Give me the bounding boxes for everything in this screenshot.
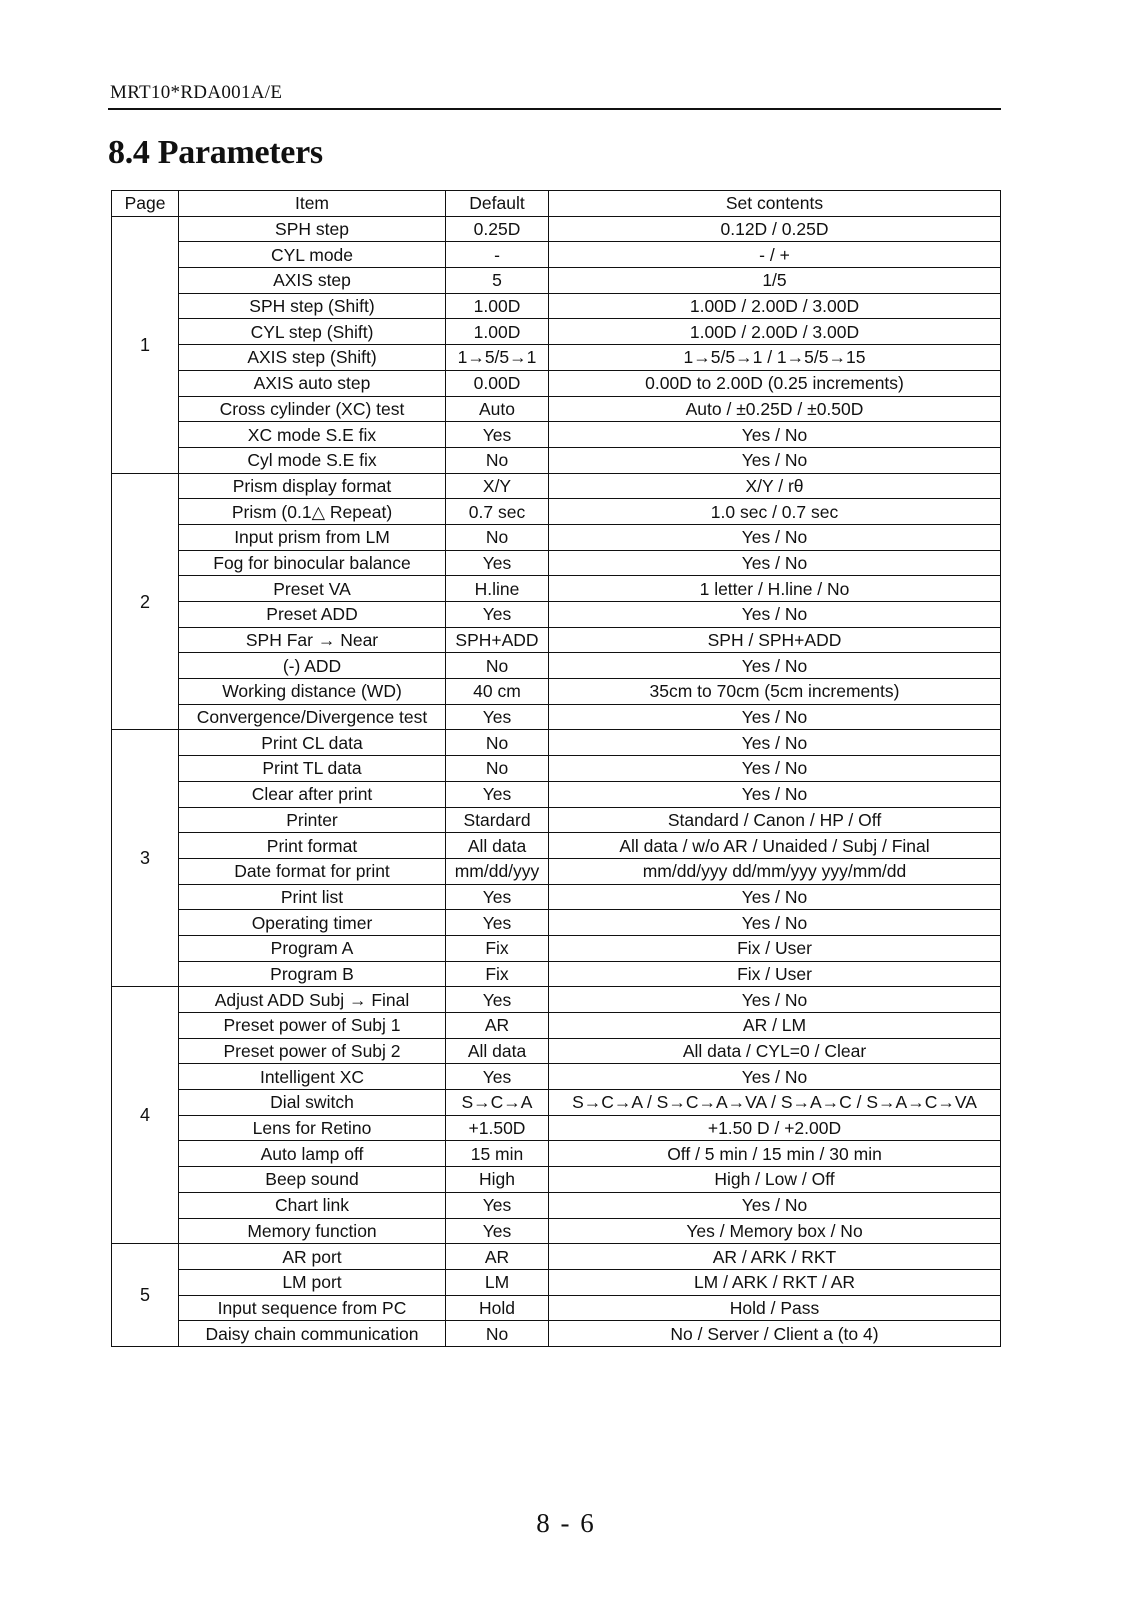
default-cell: Stardard (446, 807, 549, 833)
page-group-cell: 3 (112, 730, 179, 987)
table-row (112, 1218, 1001, 1244)
item-cell: Dial switch (179, 1090, 446, 1116)
default-cell: Yes (446, 1064, 549, 1090)
table-row (112, 524, 1001, 550)
table-row (112, 602, 1001, 628)
document-code: MRT10*RDA001A/E (110, 82, 283, 103)
default-cell: Yes (446, 884, 549, 910)
table-header-row (112, 191, 1001, 217)
item-cell: Cross cylinder (XC) test (179, 396, 446, 422)
default-cell: Yes (446, 1192, 549, 1218)
set-contents-cell: Yes / No (549, 704, 1001, 730)
default-cell: 1→5/5→1 (446, 345, 549, 371)
set-contents-cell: 1 letter / H.line / No (549, 576, 1001, 602)
default-cell: X/Y (446, 473, 549, 499)
set-contents-cell: Yes / No (549, 884, 1001, 910)
set-contents-cell: High / Low / Off (549, 1167, 1001, 1193)
set-contents-cell: 1.00D / 2.00D / 3.00D (549, 293, 1001, 319)
default-cell: AR (446, 1013, 549, 1039)
default-cell: Yes (446, 704, 549, 730)
table-row (112, 961, 1001, 987)
default-cell: No (446, 730, 549, 756)
table-row (112, 242, 1001, 268)
set-contents-cell: 35cm to 70cm (5cm increments) (549, 679, 1001, 705)
table-row (112, 268, 1001, 294)
default-cell: Hold (446, 1295, 549, 1321)
table-row (112, 1013, 1001, 1039)
table-row (112, 704, 1001, 730)
item-cell: Print format (179, 833, 446, 859)
table-row (112, 935, 1001, 961)
table-row (112, 345, 1001, 371)
item-cell: Auto lamp off (179, 1141, 446, 1167)
default-cell: No (446, 524, 549, 550)
table-row (112, 1141, 1001, 1167)
table-row (112, 987, 1001, 1013)
item-cell: AXIS auto step (179, 370, 446, 396)
set-contents-cell: Yes / Memory box / No (549, 1218, 1001, 1244)
table-row (112, 833, 1001, 859)
table-row (112, 884, 1001, 910)
table-row (112, 756, 1001, 782)
default-cell: 15 min (446, 1141, 549, 1167)
default-cell: 0.25D (446, 216, 549, 242)
table-row (112, 807, 1001, 833)
default-cell: Yes (446, 602, 549, 628)
set-contents-cell: Standard / Canon / HP / Off (549, 807, 1001, 833)
table-row (112, 627, 1001, 653)
item-cell: Chart link (179, 1192, 446, 1218)
set-contents-cell: mm/dd/yyy dd/mm/yyy yyy/mm/dd (549, 858, 1001, 884)
table-row (112, 730, 1001, 756)
default-cell: High (446, 1167, 549, 1193)
default-cell: No (446, 653, 549, 679)
set-contents-cell: 1→5/5→1 / 1→5/5→15 (549, 345, 1001, 371)
item-cell: Input prism from LM (179, 524, 446, 550)
item-cell: LM port (179, 1269, 446, 1295)
header-rule (108, 108, 1001, 110)
default-cell: All data (446, 1038, 549, 1064)
parameters-table-body (112, 216, 1001, 1346)
table-row (112, 1115, 1001, 1141)
item-cell: Working distance (WD) (179, 679, 446, 705)
table-row (112, 858, 1001, 884)
item-cell: (-) ADD (179, 653, 446, 679)
set-contents-cell: 1.00D / 2.00D / 3.00D (549, 319, 1001, 345)
item-cell: Lens for Retino (179, 1115, 446, 1141)
default-cell: No (446, 756, 549, 782)
table-row (112, 910, 1001, 936)
default-cell: Yes (446, 910, 549, 936)
section-title: 8.4 Parameters (108, 134, 323, 171)
table-row (112, 1269, 1001, 1295)
table-row (112, 473, 1001, 499)
table-row (112, 1244, 1001, 1270)
item-cell: SPH step (179, 216, 446, 242)
item-cell: Operating timer (179, 910, 446, 936)
default-cell: 1.00D (446, 319, 549, 345)
set-contents-cell: AR / ARK / RKT (549, 1244, 1001, 1270)
set-contents-cell: All data / CYL=0 / Clear (549, 1038, 1001, 1064)
set-contents-cell: No / Server / Client a (to 4) (549, 1321, 1001, 1347)
default-cell: Fix (446, 961, 549, 987)
table-row (112, 1038, 1001, 1064)
default-cell: Yes (446, 422, 549, 448)
default-cell: Yes (446, 781, 549, 807)
set-contents-cell: - / + (549, 242, 1001, 268)
set-contents-cell: +1.50 D / +2.00D (549, 1115, 1001, 1141)
default-cell: SPH+ADD (446, 627, 549, 653)
page-group-cell: 4 (112, 987, 179, 1244)
item-cell: Printer (179, 807, 446, 833)
table-row (112, 370, 1001, 396)
item-cell: SPH Far → Near (179, 627, 446, 653)
item-cell: CYL mode (179, 242, 446, 268)
set-contents-cell: Yes / No (549, 602, 1001, 628)
item-cell: Convergence/Divergence test (179, 704, 446, 730)
column-header-page: Page (112, 191, 179, 217)
set-contents-cell: Hold / Pass (549, 1295, 1001, 1321)
item-cell: Adjust ADD Subj → Final (179, 987, 446, 1013)
item-cell: AXIS step (Shift) (179, 345, 446, 371)
parameters-table (111, 190, 1001, 1347)
default-cell: 0.7 sec (446, 499, 549, 525)
set-contents-cell: Yes / No (549, 781, 1001, 807)
set-contents-cell: Yes / No (549, 524, 1001, 550)
item-cell: Preset power of Subj 1 (179, 1013, 446, 1039)
item-cell: AR port (179, 1244, 446, 1270)
default-cell: Yes (446, 987, 549, 1013)
table-row (112, 679, 1001, 705)
default-cell: Yes (446, 1218, 549, 1244)
table-row (112, 576, 1001, 602)
item-cell: XC mode S.E fix (179, 422, 446, 448)
table-row (112, 781, 1001, 807)
table-row (112, 1321, 1001, 1347)
set-contents-cell: Yes / No (549, 756, 1001, 782)
item-cell: Prism (0.1△ Repeat) (179, 499, 446, 525)
item-cell: Preset ADD (179, 602, 446, 628)
table-row (112, 422, 1001, 448)
table-row (112, 1192, 1001, 1218)
default-cell: H.line (446, 576, 549, 602)
item-cell: Intelligent XC (179, 1064, 446, 1090)
item-cell: Clear after print (179, 781, 446, 807)
table-row (112, 550, 1001, 576)
item-cell: Fog for binocular balance (179, 550, 446, 576)
default-cell: LM (446, 1269, 549, 1295)
item-cell: Print list (179, 884, 446, 910)
set-contents-cell: AR / LM (549, 1013, 1001, 1039)
set-contents-cell: S→C→A / S→C→A→VA / S→A→C / S→A→C→VA (549, 1090, 1001, 1116)
item-cell: Cyl mode S.E fix (179, 447, 446, 473)
page-group-cell: 5 (112, 1244, 179, 1347)
table-row (112, 396, 1001, 422)
set-contents-cell: Yes / No (549, 550, 1001, 576)
set-contents-cell: Fix / User (549, 935, 1001, 961)
set-contents-cell: X/Y / rθ (549, 473, 1001, 499)
item-cell: Date format for print (179, 858, 446, 884)
set-contents-cell: Fix / User (549, 961, 1001, 987)
table-row (112, 1167, 1001, 1193)
set-contents-cell: Yes / No (549, 653, 1001, 679)
set-contents-cell: 1/5 (549, 268, 1001, 294)
default-cell: Auto (446, 396, 549, 422)
table-row (112, 319, 1001, 345)
default-cell: 1.00D (446, 293, 549, 319)
set-contents-cell: Yes / No (549, 987, 1001, 1013)
page-number: 8 - 6 (536, 1508, 596, 1538)
default-cell: 0.00D (446, 370, 549, 396)
table-row (112, 499, 1001, 525)
set-contents-cell: Auto / ±0.25D / ±0.50D (549, 396, 1001, 422)
page-group-cell: 1 (112, 216, 179, 473)
table-row (112, 1064, 1001, 1090)
set-contents-cell: Yes / No (549, 422, 1001, 448)
default-cell: No (446, 1321, 549, 1347)
item-cell: AXIS step (179, 268, 446, 294)
set-contents-cell: 0.12D / 0.25D (549, 216, 1001, 242)
default-cell: 40 cm (446, 679, 549, 705)
set-contents-cell: Yes / No (549, 447, 1001, 473)
set-contents-cell: 1.0 sec / 0.7 sec (549, 499, 1001, 525)
table-row (112, 293, 1001, 319)
default-cell: Yes (446, 550, 549, 576)
default-cell: S→C→A (446, 1090, 549, 1116)
set-contents-cell: 0.00D to 2.00D (0.25 increments) (549, 370, 1001, 396)
column-header-set-contents: Set contents (549, 191, 1001, 217)
default-cell: Fix (446, 935, 549, 961)
default-cell: 5 (446, 268, 549, 294)
default-cell: - (446, 242, 549, 268)
default-cell: +1.50D (446, 1115, 549, 1141)
default-cell: AR (446, 1244, 549, 1270)
set-contents-cell: All data / w/o AR / Unaided / Subj / Final (549, 833, 1001, 859)
set-contents-cell: LM / ARK / RKT / AR (549, 1269, 1001, 1295)
item-cell: Program A (179, 935, 446, 961)
table-row (112, 1090, 1001, 1116)
item-cell: Print TL data (179, 756, 446, 782)
set-contents-cell: Yes / No (549, 1064, 1001, 1090)
item-cell: Print CL data (179, 730, 446, 756)
column-header-default: Default (446, 191, 549, 217)
item-cell: CYL step (Shift) (179, 319, 446, 345)
item-cell: SPH step (Shift) (179, 293, 446, 319)
table-row (112, 1295, 1001, 1321)
set-contents-cell: SPH / SPH+ADD (549, 627, 1001, 653)
default-cell: mm/dd/yyy (446, 858, 549, 884)
item-cell: Preset power of Subj 2 (179, 1038, 446, 1064)
set-contents-cell: Yes / No (549, 910, 1001, 936)
item-cell: Input sequence from PC (179, 1295, 446, 1321)
set-contents-cell: Yes / No (549, 730, 1001, 756)
table-row (112, 447, 1001, 473)
page-group-cell: 2 (112, 473, 179, 730)
column-header-item: Item (179, 191, 446, 217)
item-cell: Program B (179, 961, 446, 987)
item-cell: Preset VA (179, 576, 446, 602)
default-cell: No (446, 447, 549, 473)
item-cell: Beep sound (179, 1167, 446, 1193)
item-cell: Memory function (179, 1218, 446, 1244)
set-contents-cell: Off / 5 min / 15 min / 30 min (549, 1141, 1001, 1167)
table-row (112, 216, 1001, 242)
set-contents-cell: Yes / No (549, 1192, 1001, 1218)
table-row (112, 653, 1001, 679)
item-cell: Daisy chain communication (179, 1321, 446, 1347)
item-cell: Prism display format (179, 473, 446, 499)
default-cell: All data (446, 833, 549, 859)
